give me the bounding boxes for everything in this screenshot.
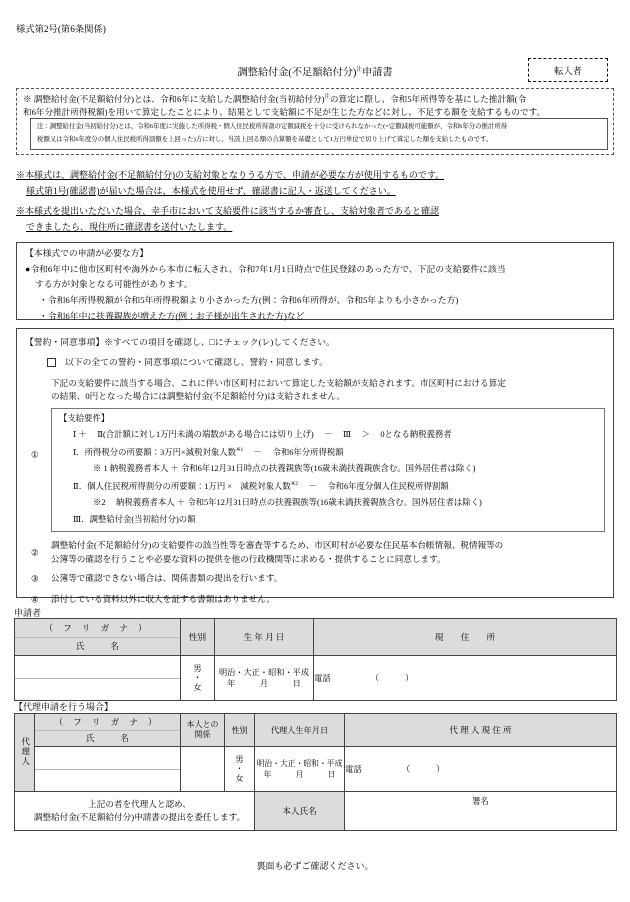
pledge-agree-row[interactable]: [47, 355, 605, 368]
status-badge-label: 転入者: [554, 67, 582, 77]
note-box-line-1-sup: 注: [324, 94, 330, 101]
star-paragraph-4: [26, 220, 232, 234]
pledge-item-2: [25, 539, 605, 566]
proxy-gender-male[interactable]: 男: [235, 754, 244, 764]
requirements-roman-2-b: － 令和6年度分個人住民税所得割額: [297, 481, 449, 491]
pledge-item-3: [25, 572, 605, 585]
eligibility-bullet-cont: する方が対象となる可能性があります。: [35, 279, 193, 290]
pledge-box: [16, 328, 614, 605]
pledge-heading: 【誓約・同意事項】※すべての項目を確認し、□にチェック(レ)してください。: [25, 337, 335, 347]
applicant-phone-paren-open: （: [370, 674, 380, 683]
proxy-table-input-row: [15, 747, 617, 792]
note-box-line-1: [23, 93, 607, 106]
applicant-name-input[interactable]: [15, 679, 180, 701]
pledge-agree-checkbox[interactable]: [47, 358, 56, 367]
applicant-gender-header: 性別: [181, 619, 215, 656]
pledge-item-3-line-1: 公簿等で確認できない場合は、関係書類の提出を行います。: [51, 573, 283, 584]
applicant-furigana-header: （ フ リ ガ ナ ）: [15, 619, 180, 638]
page-title-tail: 申請書: [361, 67, 393, 79]
applicant-name-input-cell[interactable]: [15, 656, 181, 701]
requirements-formula: Ⅰ ＋ Ⅱ(合計額に対し1万円未満の端数がある場合には切り上げ) － Ⅲ ＞ 0となる納税義務者: [73, 430, 452, 440]
star-paragraph-1-text: ※本様式は、調整給付金(不足額給付分)の支給対象となりうる方で、申請が必要な方が使用するものです。: [16, 170, 445, 180]
proxy-era-options[interactable]: 明治・大正・昭和・平成: [256, 759, 343, 768]
applicant-ymd-fields[interactable]: 年 月 日: [227, 679, 301, 688]
proxy-consent-line-2: 調整給付金(不足額給付分)申請書の提出を委任します。: [33, 812, 246, 822]
proxy-signature-cell[interactable]: [345, 792, 617, 831]
applicant-table-input-row: [15, 656, 617, 701]
applicant-gender-cell[interactable]: [181, 656, 215, 701]
pledge-item-4-number: ④: [31, 594, 39, 605]
applicant-gender-separator: ・: [193, 673, 202, 683]
requirements-roman-1-a: Ⅰ．所得税分の所要額：3万円×減税対象人数: [73, 447, 236, 457]
proxy-side-label: 代理人: [20, 736, 30, 767]
proxy-table-header-row: [15, 714, 617, 747]
footer-note: 裏面も必ずご確認ください。: [256, 861, 374, 871]
applicant-birthdate-header: 生 年 月 日: [215, 619, 314, 656]
note-box-line-2: 和6年分推計所得税額)を用いて算定したことにより、結果として支給額に不足が生じた方などに対し、不足する額を支給するものです。: [23, 106, 546, 117]
eligibility-item-1: ・令和6年所得税額が令和5年所得税額より小さかった方(例：令和6年所得が、令和5年よりも小さかった方): [39, 294, 459, 305]
star-paragraph-1: [16, 168, 444, 182]
proxy-furigana-header: （ フ リ ガ ナ ）: [35, 714, 180, 731]
proxy-side-label-cell: [15, 714, 35, 792]
pledge-item-2-line-2: 公簿等の確認を行うことや必要な資料の提供を他の行政機関等に求める・提供することに同意します。: [51, 553, 446, 564]
requirements-note-1: ※ 1 納税義務者本人 ＋ 令和6年12月31日時点の扶養親族等(16歳未満扶養親族含む。国外居住者は除く): [93, 464, 476, 474]
note-box-line-1-a: ※ 調整給付金(不足額給付分)とは、令和6年に支給した調整給付金(当初給付分): [23, 94, 325, 104]
proxy-address-header: 代 理 人 現 住 所: [345, 714, 617, 747]
proxy-relation-header-line-2: 関係: [194, 730, 211, 739]
eligibility-heading: 【本様式での申請が必要な方】: [25, 248, 149, 258]
requirements-roman-2-sup: ※2: [290, 480, 298, 487]
inner-note-line-2: 税額又は令和6年度分の個人住民税所得割額を上回った)方に対し、当該上回る額の合算額を基礎として1万円単位で切り上げて算定した額を支給したものです。: [37, 136, 493, 144]
eligibility-item-2: ・令和6年中に扶養親族が増えた方(例：お子様が出生された方)など: [39, 310, 305, 321]
requirements-roman-3: Ⅲ．調整給付金(当初給付分)の額: [73, 514, 196, 524]
applicant-phone-paren-close: ）: [405, 674, 414, 683]
applicant-furigana-input[interactable]: [15, 656, 180, 679]
requirements-roman-1-sup: ※1: [235, 446, 244, 453]
pledge-item-3-number: ③: [31, 573, 39, 584]
proxy-signature-label: 署名: [472, 797, 489, 806]
requirements-roman-1: [59, 446, 597, 459]
proxy-gender-cell[interactable]: [225, 747, 255, 792]
proxy-phone-paren-close: ）: [436, 765, 445, 774]
pledge-item-2-number: ②: [31, 547, 39, 558]
eligibility-bullet: ●令和6年中に他市区町村や海外から本市に転入され、令和7年1月1日時点で住民登録のあった方で、下記の支給要件に該当: [25, 263, 506, 274]
proxy-phone-row[interactable]: [345, 763, 616, 775]
star-paragraph-3: [16, 204, 439, 218]
proxy-consent-row: [15, 792, 617, 831]
requirements-heading: 【支給要件】: [59, 413, 110, 423]
applicant-table-label: 申請者: [14, 608, 42, 618]
proxy-name-header-cell: [35, 714, 181, 747]
proxy-address-cell[interactable]: [345, 747, 617, 792]
applicant-name-header-cell: [15, 619, 181, 656]
pledge-agree-label: 以下の全ての誓約・同意事項について確認し、誓約・同意します。: [65, 357, 329, 367]
star-paragraph-2: [26, 184, 396, 198]
requirements-roman-1-b: － 令和6年分所得税額: [243, 447, 344, 457]
requirements-roman-2-a: Ⅱ．個人住民税所得割分の所要額：1万円 × 減税対象人数: [73, 481, 291, 491]
proxy-phone-paren-open: （: [401, 765, 411, 774]
applicant-table: [14, 618, 617, 701]
page-title-superscript: 注: [356, 67, 362, 73]
requirements-note-2: ※2 納税義務者本人 ＋ 令和5年12月31日時点の扶養親族等(16歳未満扶養親族含む。国外居住者は除く): [93, 498, 482, 508]
applicant-phone-row[interactable]: [314, 672, 616, 684]
star-paragraph-4-text: できましたら、現住所に確認書を送付いたします。: [26, 222, 233, 232]
pledge-item-1-number: ①: [31, 449, 39, 460]
proxy-relation-header: [181, 714, 225, 747]
inner-note-box: [30, 118, 608, 150]
proxy-consent-line-1: 上記の者を代理人と認め、: [88, 799, 191, 810]
proxy-name-header: 氏 名: [86, 733, 129, 744]
requirements-box: [51, 408, 605, 533]
applicant-gender-male[interactable]: 男: [193, 663, 202, 673]
proxy-relation-header-line-1: 本人との: [186, 720, 219, 729]
proxy-ymd-fields[interactable]: 年 月 日: [263, 770, 336, 779]
star-paragraph-2-text: 様式第1号(確認書)が届いた場合は、本様式を使用せず、確認書に記入・返送してください。: [26, 186, 396, 196]
applicant-era-options[interactable]: 明治・大正・昭和・平成: [218, 668, 310, 677]
applicant-phone-label: 電話: [314, 674, 331, 683]
proxy-principal-name-header: 本人氏名: [255, 792, 345, 831]
requirements-roman-2: [59, 480, 597, 493]
proxy-gender-header: 性別: [225, 714, 255, 747]
form-code: 様式第2号(第6条関係): [16, 25, 106, 35]
star-paragraph-3-text: ※本様式を提出いただいた場合、幸手市において支給要件に該当するか審査し、支給対象者であると確認: [16, 206, 440, 216]
proxy-phone-label: 電話: [345, 765, 362, 774]
pledge-item-2-line-1: 調整給付金(不足額給付分)の支給要件の該当性等を審査等するため、市区町村が必要な住民基本台帳情報、税情報等の: [51, 540, 504, 551]
note-box-line-1-b: の算定に際し、令和5年所得等を基にした推計額(令: [329, 94, 527, 104]
applicant-birthdate-cell[interactable]: [215, 656, 314, 701]
proxy-consent-text-cell: [15, 792, 255, 831]
proxy-gender-female[interactable]: 女: [235, 773, 244, 783]
applicant-table-header-row: [15, 619, 617, 656]
proxy-relation-input[interactable]: [181, 747, 225, 792]
pledge-item-4: [25, 593, 605, 606]
proxy-birthdate-header: 代理人生年月日: [255, 714, 345, 747]
pledge-item-1-line-1: 下記の支給要件に該当する場合、これに伴い市区町村において算定した支給額が支給されます。市区町村における算定: [51, 378, 506, 388]
proxy-furigana-input[interactable]: [35, 747, 180, 770]
proxy-birthdate-cell[interactable]: [255, 747, 345, 792]
page-title-main: 調整給付金(不足額給付分): [237, 67, 357, 79]
applicant-address-cell[interactable]: [314, 656, 617, 701]
applicant-gender-female[interactable]: 女: [193, 682, 202, 692]
eligibility-box: [16, 242, 614, 320]
pledge-item-4-line-1: 添付している資料以外に収入を証する書類はありません。: [51, 594, 275, 605]
pledge-item-1-line-2: の結果、0円となった場合には調整給付金(不足額給付分)は支給されません。: [51, 391, 346, 402]
proxy-table-label: 【代理申請を行う場合】: [14, 702, 114, 712]
proxy-name-input-cell[interactable]: [35, 747, 181, 792]
pledge-item-1: [25, 377, 605, 532]
proxy-name-input[interactable]: [35, 770, 180, 792]
status-badge-transferee: [528, 58, 608, 82]
proxy-table: [14, 713, 617, 831]
proxy-gender-separator: ・: [235, 764, 244, 774]
applicant-address-header: 現 住 所: [314, 619, 617, 656]
inner-note-line-1: 注：調整給付金(当初給付分)とは、令和6年度に実施した所得税・個人住民税所得割の定額減税を十分に受けられなかった(=定額減税可能額が、令和6年分の推計所得: [37, 123, 508, 130]
applicant-name-header: 氏 名: [76, 641, 119, 652]
